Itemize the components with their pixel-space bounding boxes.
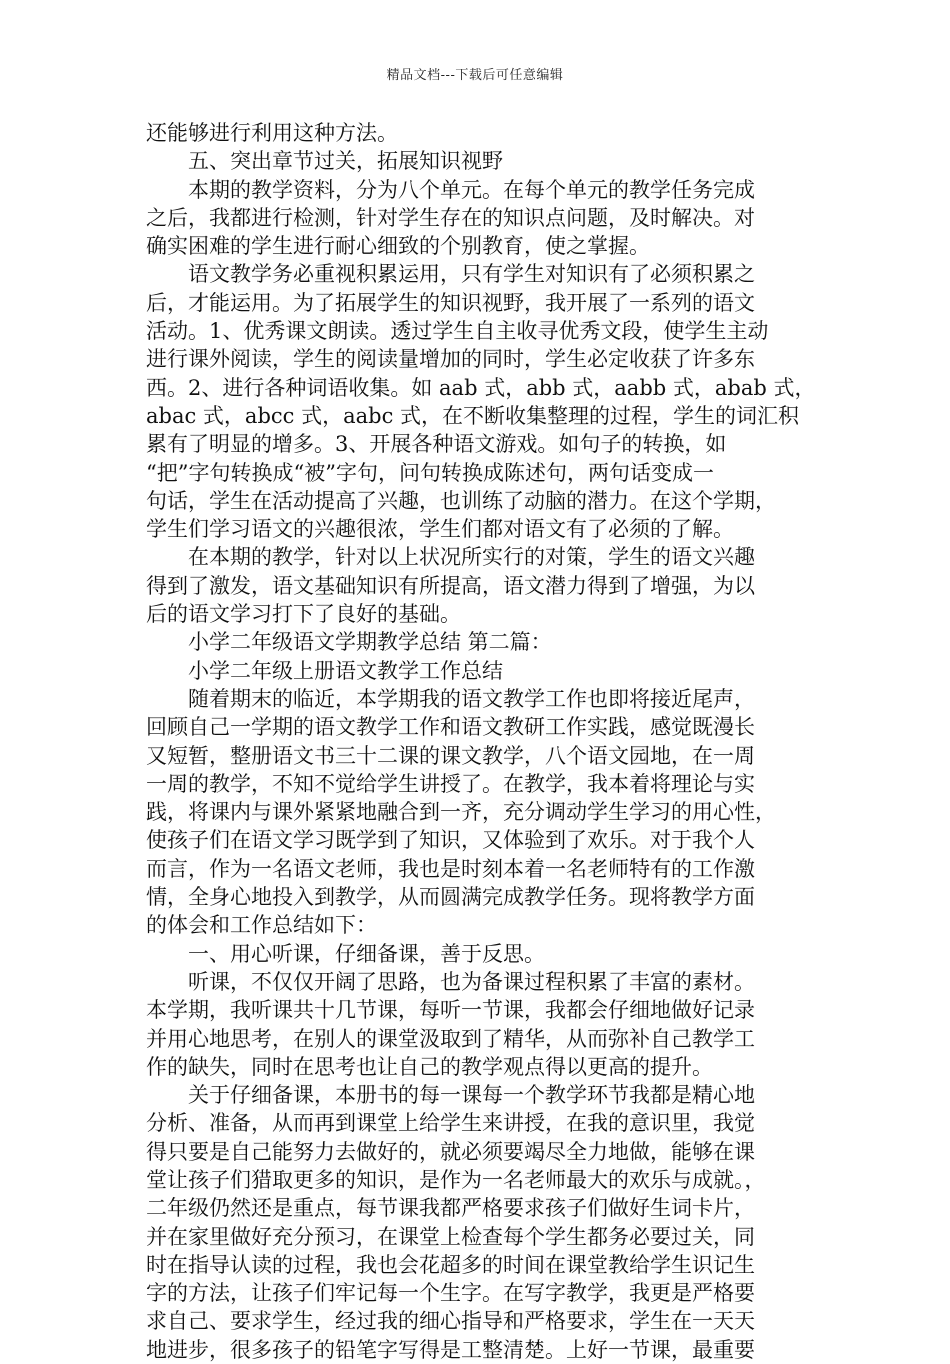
paragraph-line: 得到了激发，语文基础知识有所提高，语文潜力得到了增强，为以	[146, 573, 755, 598]
paragraph-line: 得只要是自己能努力去做好的，就必须要竭尽全力地做，能够在课	[146, 1139, 755, 1164]
paragraph-line: 又短暂，整册语文书三十二课的课文教学，八个语文园地，在一周	[146, 743, 755, 768]
paragraph-line-indented: 五、突出章节过关，拓展知识视野	[188, 149, 503, 174]
paragraph-line: 后的语文学习打下了良好的基础。	[146, 602, 461, 627]
paragraph-line: 情，全身心地投入到教学，从而圆满完成教学任务。现将教学方面	[146, 885, 755, 910]
paragraph-line: 进行课外阅读，学生的阅读量增加的同时，学生必定收获了许多东	[146, 347, 755, 372]
paragraph-line: abac 式，abcc 式，aabc 式，在不断收集整理的过程，学生的词汇积	[146, 403, 799, 428]
paragraph-line: 字的方法，让孩子们牢记每一个生字。在写字教学，我更是严格要	[146, 1281, 755, 1306]
paragraph-line: 句话，学生在活动提高了兴趣，也训练了动脑的潜力。在这个学期，	[146, 488, 776, 513]
paragraph-line: 本学期，我听课共十几节课，每听一节课，我都会仔细地做好记录	[146, 998, 755, 1023]
paragraph-line: “把”字句转换成“被”字句，问句转换成陈述句，两句话变成一	[146, 460, 714, 485]
paragraph-line: 还能够进行利用这种方法。	[146, 121, 398, 145]
paragraph-line: 确实困难的学生进行耐心细致的个别教育，使之掌握。	[146, 234, 650, 259]
paragraph-line: 使孩子们在语文学习既学到了知识，又体验到了欢乐。对于我个人	[146, 828, 755, 853]
paragraph-line: 的体会和工作总结如下：	[146, 913, 377, 938]
paragraph-line: 回顾自己一学期的语文教学工作和语文教研工作实践，感觉既漫长	[146, 715, 755, 740]
paragraph-line-indented: 关于仔细备课，本册书的每一课每一个教学环节我都是精心地	[188, 1083, 755, 1108]
paragraph-line: 后，才能运用。为了拓展学生的知识视野，我开展了一系列的语文	[146, 290, 755, 315]
paragraph-line: 学生们学习语文的兴趣很浓，学生们都对语文有了必须的了解。	[146, 517, 734, 542]
paragraph-line: 作的缺失，同时在思考也让自己的教学观点得以更高的提升。	[146, 1054, 713, 1079]
paragraph-line: 而言，作为一名语文老师，我也是时刻本着一名老师特有的工作激	[146, 856, 755, 881]
paragraph-line: 之后，我都进行检测，针对学生存在的知识点问题，及时解决。对	[146, 205, 755, 230]
paragraph-line: 一周的教学，不知不觉给学生讲授了。在教学，我本着将理论与实	[146, 771, 755, 796]
paragraph-line: 并在家里做好充分预习，在课堂上检查每个学生都务必要过关，同	[146, 1224, 755, 1249]
paragraph-line-indented: 听课，不仅仅开阔了思路，也为备课过程积累了丰富的素材。	[188, 969, 755, 994]
paragraph-line-indented: 小学二年级语文学期教学总结 第二篇：	[188, 630, 552, 655]
paragraph-line: 地进步，很多孩子的铅笔字写得是工整清楚。上好一节课，最重要	[146, 1337, 755, 1362]
paragraph-line: 累有了明显的增多。3、开展各种语文游戏。如句子的转换，如	[146, 432, 727, 457]
paragraph-line-indented: 本期的教学资料，分为八个单元。在每个单元的教学任务完成	[188, 177, 755, 202]
paragraph-line-indented: 在本期的教学，针对以上状况所实行的对策，学生的语文兴趣	[188, 545, 755, 570]
page-header: 精品文档---下载后可任意编辑	[386, 68, 564, 83]
paragraph-line: 求自己、要求学生，经过我的细心指导和严格要求，学生在一天天	[146, 1309, 755, 1334]
paragraph-line-indented: 语文教学务必重视积累运用，只有学生对知识有了必须积累之	[188, 262, 755, 287]
paragraph-line: 践，将课内与课外紧紧地融合到一齐，充分调动学生学习的用心性，	[146, 800, 776, 825]
paragraph-line: 堂让孩子们猎取更多的知识，是作为一名老师最大的欢乐与成就。，	[146, 1167, 766, 1192]
paragraph-line-indented: 一、用心听课，仔细备课，善于反思。	[188, 941, 545, 966]
paragraph-line: 并用心地思考，在别人的课堂汲取到了精华，从而弥补自己教学工	[146, 1026, 755, 1051]
document-body	[146, 119, 816, 1364]
paragraph-line-indented: 随着期末的临近，本学期我的语文教学工作也即将接近尾声，	[188, 686, 755, 711]
paragraph-line: 西。2、进行各种词语收集。如 aab 式，abb 式，aabb 式，abab 式，	[146, 375, 816, 400]
paragraph-line-indented: 小学二年级上册语文教学工作总结	[188, 658, 503, 683]
paragraph-line: 时在指导认读的过程，我也会花超多的时间在课堂教给学生识记生	[146, 1252, 755, 1277]
paragraph-line: 二年级仍然还是重点，每节课我都严格要求孩子们做好生词卡片，	[146, 1196, 755, 1221]
paragraph-line: 分析、准备，从而再到课堂上给学生来讲授，在我的意识里，我觉	[146, 1111, 755, 1136]
paragraph-line: 活动。1、优秀课文朗读。透过学生自主收寻优秀文段，使学生主动	[146, 319, 769, 344]
